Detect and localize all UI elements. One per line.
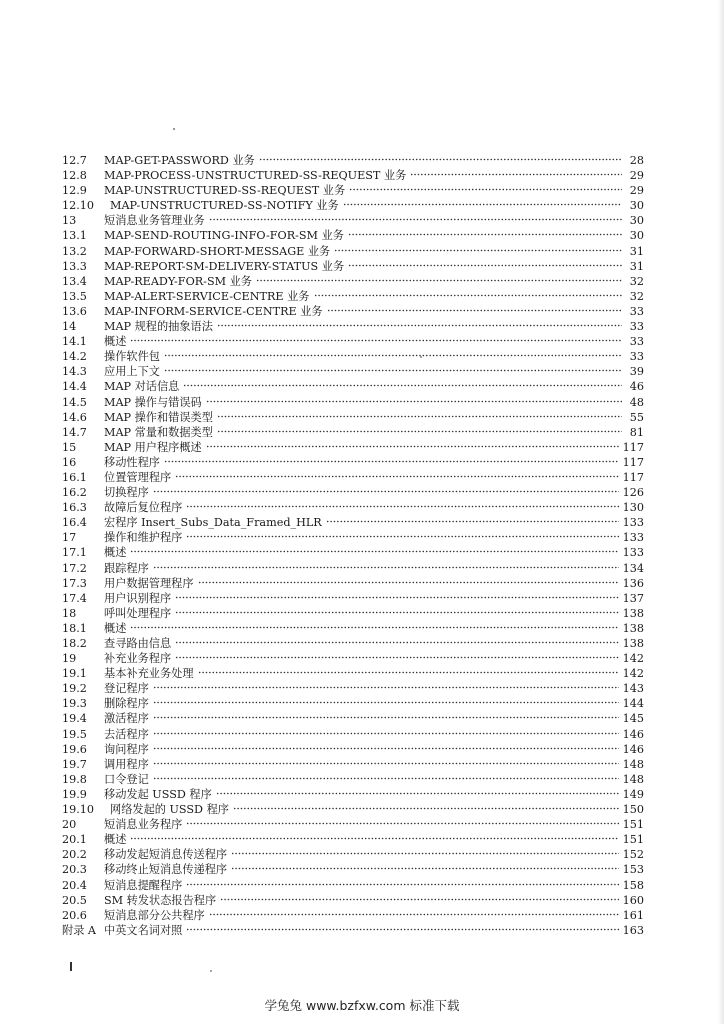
toc-entry-page: 152 bbox=[622, 848, 644, 862]
toc-entry-title: MAP-INFORM-SERVICE-CENTRE 业务 bbox=[104, 304, 323, 318]
toc-entry-number: 19.6 bbox=[62, 742, 87, 756]
toc-entry-page: 117 bbox=[622, 470, 644, 484]
toc-entry-page: 30 bbox=[629, 229, 644, 243]
toc-dot-leader bbox=[153, 490, 619, 493]
toc-entry bbox=[62, 772, 644, 787]
toc-entry bbox=[62, 666, 644, 681]
toc-entry bbox=[62, 832, 644, 847]
toc-entry-number: 20.6 bbox=[62, 908, 87, 922]
toc-entry-page: 32 bbox=[629, 289, 644, 303]
toc-entry-number: 20.5 bbox=[62, 893, 87, 907]
toc-entry bbox=[62, 591, 644, 606]
toc-entry-page: 133 bbox=[622, 516, 644, 530]
toc-entry-number: 13.1 bbox=[62, 229, 87, 243]
toc-entry-number: 19.3 bbox=[62, 697, 87, 711]
toc-entry-page: 138 bbox=[622, 606, 644, 620]
toc-entry-title: 用户数据管理程序 bbox=[104, 576, 194, 590]
toc-dot-leader bbox=[349, 188, 622, 191]
toc-entry-page: 29 bbox=[629, 169, 644, 183]
toc-entry-number: 20.2 bbox=[62, 848, 87, 862]
toc-entry-page: 117 bbox=[622, 455, 644, 469]
toc-entry-title: MAP-REPORT-SM-DELIVERY-STATUS 业务 bbox=[104, 259, 345, 273]
toc-entry-title: 概述 bbox=[104, 621, 127, 635]
toc-dot-leader bbox=[175, 641, 619, 644]
toc-dot-leader bbox=[259, 158, 622, 161]
toc-entry-title: 短消息提醒程序 bbox=[104, 878, 183, 892]
toc-entry-title: 移动发起 USSD 程序 bbox=[104, 787, 212, 801]
toc-entry bbox=[62, 183, 644, 198]
toc-entry-number: 19.7 bbox=[62, 757, 87, 771]
toc-entry bbox=[62, 606, 644, 621]
toc-entry-number: 17.3 bbox=[62, 576, 87, 590]
toc-entry bbox=[62, 440, 644, 455]
toc-entry-title: 移动发起短消息传送程序 bbox=[104, 848, 228, 862]
toc-entry-title: 去活程序 bbox=[104, 727, 149, 741]
toc-entry-title: 登记程序 bbox=[104, 682, 149, 696]
toc-entry-title: MAP-GET-PASSWORD 业务 bbox=[104, 154, 255, 167]
toc-entry-number: 13 bbox=[62, 214, 77, 228]
toc-entry bbox=[62, 878, 644, 893]
toc-entry-page: 142 bbox=[622, 652, 644, 666]
toc-entry-title: MAP-ALERT-SERVICE-CENTRE 业务 bbox=[104, 289, 310, 303]
toc-dot-leader bbox=[175, 475, 619, 478]
toc-entry-title: 口令登记 bbox=[104, 772, 149, 786]
toc-dot-leader bbox=[175, 611, 619, 614]
toc-entry-number: 16 bbox=[62, 455, 77, 469]
toc-entry-page: 148 bbox=[622, 757, 644, 771]
toc-entry-number: 14.7 bbox=[62, 425, 87, 439]
toc-entry-number: 17.2 bbox=[62, 561, 87, 575]
toc-entry-title: MAP-SEND-ROUTING-INFO-FOR-SM 业务 bbox=[104, 229, 344, 243]
toc-entry-number: 19.10 bbox=[62, 803, 95, 817]
toc-entry-title: 操作和维护程序 bbox=[104, 531, 183, 545]
toc-entry bbox=[62, 681, 644, 696]
toc-entry bbox=[62, 500, 644, 515]
toc-entry-number: 17 bbox=[62, 531, 77, 545]
toc-dot-leader bbox=[153, 732, 619, 735]
toc-entry bbox=[62, 168, 644, 183]
toc-entry-title: 移动性程序 bbox=[104, 455, 160, 469]
toc-dot-leader bbox=[153, 566, 619, 569]
toc-entry-number: 20.3 bbox=[62, 863, 87, 877]
toc-entry-page: 161 bbox=[622, 908, 644, 922]
toc-entry-number: 16.3 bbox=[62, 501, 87, 515]
toc-entry-number: 13.2 bbox=[62, 244, 87, 258]
toc-entry bbox=[62, 742, 644, 757]
toc-entry-number: 14 bbox=[62, 320, 77, 334]
toc-entry-page: 31 bbox=[629, 244, 644, 258]
toc-dot-leader bbox=[130, 550, 618, 553]
toc-entry-number: 20 bbox=[62, 818, 77, 832]
toc-entry-page: 126 bbox=[622, 486, 644, 500]
toc-dot-leader bbox=[153, 747, 619, 750]
toc-entry-number: 18.2 bbox=[62, 637, 87, 650]
toc-dot-leader bbox=[183, 384, 622, 387]
toc-entry bbox=[62, 349, 644, 364]
toc-entry-page: 30 bbox=[629, 199, 644, 213]
toc-entry-number: 19.8 bbox=[62, 772, 87, 786]
toc-entry-number: 17.4 bbox=[62, 591, 87, 605]
toc-entry-title: 激活程序 bbox=[104, 712, 149, 726]
toc-entry bbox=[62, 364, 644, 379]
toc-entry-title: 短消息业务管理业务 bbox=[104, 214, 205, 228]
toc-dot-leader bbox=[348, 233, 622, 236]
toc-dot-leader bbox=[186, 822, 618, 825]
toc-entry-number: 17.1 bbox=[62, 546, 87, 560]
toc-dot-leader bbox=[314, 294, 623, 297]
toc-entry-number: 14.4 bbox=[62, 380, 87, 394]
toc-entry-page: 146 bbox=[622, 742, 644, 756]
toc-dot-leader bbox=[153, 686, 619, 689]
toc-entry-title: 调用程序 bbox=[104, 757, 149, 771]
toc-entry-page: 136 bbox=[622, 576, 644, 590]
toc-entry-number: 16.1 bbox=[62, 470, 87, 484]
toc-entry-number: 19.1 bbox=[62, 667, 87, 681]
toc-entry-page: 163 bbox=[622, 923, 644, 937]
toc-entry bbox=[62, 561, 644, 576]
toc-entry-title: 概述 bbox=[104, 833, 127, 847]
toc-entry-number: 13.3 bbox=[62, 259, 87, 273]
toc-entry-page: 151 bbox=[622, 818, 644, 832]
toc-entry-number: 18 bbox=[62, 606, 77, 620]
toc-entry-number: 19.5 bbox=[62, 727, 87, 741]
toc-entry bbox=[62, 228, 644, 243]
toc-entry-title: MAP-READY-FOR-SM 业务 bbox=[104, 274, 252, 288]
toc-entry bbox=[62, 757, 644, 772]
toc-entry-number: 14.1 bbox=[62, 335, 87, 349]
toc-entry-page: 149 bbox=[622, 787, 644, 801]
toc-entry-title: 宏程序 Insert_Subs_Data_Framed_HLR bbox=[104, 516, 322, 530]
toc-dot-leader bbox=[186, 928, 618, 931]
toc-entry-page: 143 bbox=[622, 682, 644, 696]
toc-entry-title: 跟踪程序 bbox=[104, 561, 149, 575]
toc-entry-page: 151 bbox=[622, 833, 644, 847]
toc-entry-page: 137 bbox=[622, 591, 644, 605]
toc-entry-page: 160 bbox=[622, 893, 644, 907]
toc-entry-title: MAP-FORWARD-SHORT-MESSAGE 业务 bbox=[104, 244, 331, 258]
toc-dot-leader bbox=[186, 505, 618, 508]
toc-entry bbox=[62, 410, 644, 425]
toc-entry-number: 19.9 bbox=[62, 787, 87, 801]
toc-entry bbox=[62, 862, 644, 877]
toc-entry-page: 146 bbox=[622, 727, 644, 741]
toc-entry-title: 呼叫处理程序 bbox=[104, 606, 172, 620]
toc-entry-title: 概述 bbox=[104, 546, 127, 560]
toc-dot-leader bbox=[216, 792, 619, 795]
toc-entry-number: 15 bbox=[62, 440, 77, 454]
toc-entry-title: MAP 常量和数据类型 bbox=[104, 425, 213, 439]
toc-entry-page: 130 bbox=[622, 501, 644, 515]
toc-entry-page: 33 bbox=[629, 304, 644, 318]
toc-entry-page: 48 bbox=[629, 395, 644, 409]
toc-entry-page: 33 bbox=[629, 350, 644, 364]
toc-entry-number: 16.2 bbox=[62, 486, 87, 500]
toc-entry-page: 145 bbox=[622, 712, 644, 726]
toc-entry-title: MAP 操作和错误类型 bbox=[104, 410, 213, 424]
toc-dot-leader bbox=[220, 898, 618, 901]
toc-entry-page: 133 bbox=[622, 546, 644, 560]
toc-entry bbox=[62, 817, 644, 832]
page-edge-shadow bbox=[718, 0, 724, 1024]
toc-entry-title: 短消息业务程序 bbox=[104, 818, 183, 832]
toc-dot-leader bbox=[164, 369, 622, 372]
table-of-contents bbox=[62, 153, 644, 938]
toc-entry-page: 29 bbox=[629, 184, 644, 198]
toc-dot-leader bbox=[153, 777, 619, 780]
toc-entry bbox=[62, 259, 644, 274]
toc-entry-page: 31 bbox=[629, 259, 644, 273]
toc-entry-title: 操作软件包 bbox=[104, 350, 160, 364]
toc-dot-leader bbox=[175, 656, 619, 659]
toc-entry-title: MAP-UNSTRUCTURED-SS-NOTIFY 业务 bbox=[110, 199, 339, 213]
toc-entry-page: 32 bbox=[629, 274, 644, 288]
toc-entry-page: 33 bbox=[629, 320, 644, 334]
toc-entry-title: SM 转发状态报告程序 bbox=[104, 893, 217, 907]
toc-entry bbox=[62, 847, 644, 862]
toc-dot-leader bbox=[206, 400, 622, 403]
toc-entry-page: 144 bbox=[622, 697, 644, 711]
toc-dot-leader bbox=[153, 701, 619, 704]
toc-entry-number: 14.5 bbox=[62, 395, 87, 409]
toc-entry-title: 删除程序 bbox=[104, 697, 149, 711]
toc-entry bbox=[62, 334, 644, 349]
toc-entry bbox=[62, 908, 644, 923]
toc-entry-page: 28 bbox=[629, 154, 644, 167]
toc-entry-number: 14.6 bbox=[62, 410, 87, 424]
toc-entry-title: MAP 操作与错误码 bbox=[104, 395, 202, 409]
toc-entry bbox=[62, 153, 644, 168]
toc-entry-title: MAP-UNSTRUCTURED-SS-REQUEST 业务 bbox=[104, 184, 346, 198]
toc-dot-leader bbox=[186, 535, 618, 538]
toc-entry bbox=[62, 455, 644, 470]
toc-entry-page: 138 bbox=[622, 621, 644, 635]
toc-entry-page: 158 bbox=[622, 878, 644, 892]
toc-entry-number: 14.2 bbox=[62, 350, 87, 364]
toc-entry bbox=[62, 545, 644, 560]
toc-entry-number: 19.2 bbox=[62, 682, 87, 696]
toc-entry-title: 网络发起的 USSD 程序 bbox=[110, 803, 229, 817]
toc-entry-title: 补充业务程序 bbox=[104, 652, 172, 666]
toc-dot-leader bbox=[231, 852, 619, 855]
toc-entry bbox=[62, 802, 644, 817]
toc-dot-leader bbox=[209, 218, 622, 221]
toc-entry-title: 用户识别程序 bbox=[104, 591, 172, 605]
page-mark bbox=[70, 962, 72, 971]
toc-entry-page: 142 bbox=[622, 667, 644, 681]
toc-dot-leader bbox=[206, 445, 619, 448]
toc-entry bbox=[62, 198, 644, 213]
toc-entry-title: 概述 bbox=[104, 335, 127, 349]
toc-dot-leader bbox=[209, 913, 619, 916]
toc-entry-title: 短消息部分公共程序 bbox=[104, 908, 205, 922]
toc-entry-page: 148 bbox=[622, 772, 644, 786]
toc-entry-page: 153 bbox=[622, 863, 644, 877]
toc-entry-title: 切换程序 bbox=[104, 486, 149, 500]
toc-entry bbox=[62, 244, 644, 259]
toc-dot-leader bbox=[327, 309, 622, 312]
toc-entry-page: 30 bbox=[629, 214, 644, 228]
toc-entry bbox=[62, 470, 644, 485]
toc-entry-title: 移动终止短消息传递程序 bbox=[104, 863, 228, 877]
toc-dot-leader bbox=[130, 339, 622, 342]
toc-dot-leader bbox=[326, 520, 619, 523]
toc-entry-number: 20.1 bbox=[62, 833, 87, 847]
toc-entry bbox=[62, 395, 644, 410]
toc-entry bbox=[62, 923, 644, 938]
toc-entry-number: 19 bbox=[62, 652, 77, 666]
toc-entry-number: 13.6 bbox=[62, 304, 87, 318]
toc-entry-number: 13.4 bbox=[62, 274, 87, 288]
toc-dot-leader bbox=[198, 581, 619, 584]
toc-dot-leader bbox=[231, 867, 619, 870]
toc-dot-leader bbox=[175, 596, 619, 599]
toc-entry-title: 故障后复位程序 bbox=[104, 501, 183, 515]
toc-entry bbox=[62, 621, 644, 636]
toc-entry-title: 基本补充业务处理 bbox=[104, 667, 194, 681]
toc-entry-number: 附录 A bbox=[62, 923, 97, 937]
toc-dot-leader bbox=[130, 837, 618, 840]
toc-dot-leader bbox=[153, 716, 619, 719]
toc-dot-leader bbox=[343, 203, 622, 206]
scan-speck bbox=[210, 970, 212, 972]
toc-entry bbox=[62, 485, 644, 500]
toc-entry bbox=[62, 651, 644, 666]
toc-entry-number: 12.8 bbox=[62, 169, 87, 183]
toc-entry bbox=[62, 304, 644, 319]
toc-entry-title: MAP 对话信息 bbox=[104, 380, 180, 394]
toc-entry-number: 18.1 bbox=[62, 621, 87, 635]
toc-entry-number: 19.4 bbox=[62, 712, 87, 726]
footer-watermark: 学兔兔 www.bzfxw.com 标准下载 bbox=[264, 998, 460, 1013]
toc-entry bbox=[62, 787, 644, 802]
toc-dot-leader bbox=[233, 807, 619, 810]
toc-entry-title: 应用上下文 bbox=[104, 365, 160, 379]
toc-entry-number: 16.4 bbox=[62, 516, 87, 530]
toc-entry-title: MAP 规程的抽象语法 bbox=[104, 320, 213, 334]
toc-entry-number: 12.10 bbox=[62, 199, 95, 213]
toc-entry-title: 询问程序 bbox=[104, 742, 149, 756]
toc-dot-leader bbox=[164, 354, 622, 357]
toc-entry-page: 33 bbox=[629, 335, 644, 349]
toc-dot-leader bbox=[217, 430, 622, 433]
toc-entry-page: 138 bbox=[622, 637, 644, 650]
toc-entry bbox=[62, 274, 644, 289]
toc-entry-number: 12.7 bbox=[62, 154, 87, 167]
toc-entry-number: 20.4 bbox=[62, 878, 87, 892]
toc-entry-page: 81 bbox=[629, 425, 644, 439]
toc-entry-page: 46 bbox=[629, 380, 644, 394]
toc-entry-number: 12.9 bbox=[62, 184, 87, 198]
scan-speck bbox=[173, 128, 175, 130]
toc-entry bbox=[62, 213, 644, 228]
toc-dot-leader bbox=[256, 279, 622, 282]
toc-dot-leader bbox=[217, 415, 622, 418]
toc-entry bbox=[62, 711, 644, 726]
toc-entry-page: 133 bbox=[622, 531, 644, 545]
toc-entry-title: 位置管理程序 bbox=[104, 470, 172, 484]
toc-entry-title: 查寻路由信息 bbox=[104, 637, 172, 650]
toc-dot-leader bbox=[130, 626, 618, 629]
toc-dot-leader bbox=[334, 249, 622, 252]
toc-entry bbox=[62, 289, 644, 304]
toc-entry bbox=[62, 515, 644, 530]
toc-entry-number: 14.3 bbox=[62, 365, 87, 379]
toc-entry bbox=[62, 576, 644, 591]
toc-entry-page: 150 bbox=[622, 803, 644, 817]
toc-entry-page: 39 bbox=[629, 365, 644, 379]
toc-dot-leader bbox=[410, 173, 622, 176]
toc-dot-leader bbox=[217, 324, 622, 327]
toc-entry bbox=[62, 379, 644, 394]
toc-dot-leader bbox=[348, 264, 622, 267]
toc-entry-title: 中英文名词对照 bbox=[104, 923, 183, 937]
toc-entry-page: 134 bbox=[622, 561, 644, 575]
toc-dot-leader bbox=[198, 671, 619, 674]
toc-dot-leader bbox=[186, 883, 618, 886]
toc-entry-page: 55 bbox=[629, 410, 644, 424]
toc-entry-title: MAP-PROCESS-UNSTRUCTURED-SS-REQUEST 业务 bbox=[104, 169, 407, 183]
toc-entry-page: 117 bbox=[622, 440, 644, 454]
toc-entry bbox=[62, 530, 644, 545]
toc-entry bbox=[62, 696, 644, 711]
toc-dot-leader bbox=[164, 460, 619, 463]
toc-entry bbox=[62, 893, 644, 908]
toc-entry bbox=[62, 727, 644, 742]
toc-dot-leader bbox=[153, 762, 619, 765]
toc-entry-number: 13.5 bbox=[62, 289, 87, 303]
toc-entry bbox=[62, 636, 644, 651]
toc-entry bbox=[62, 425, 644, 440]
toc-entry bbox=[62, 319, 644, 334]
toc-entry-title: MAP 用户程序概述 bbox=[104, 440, 202, 454]
